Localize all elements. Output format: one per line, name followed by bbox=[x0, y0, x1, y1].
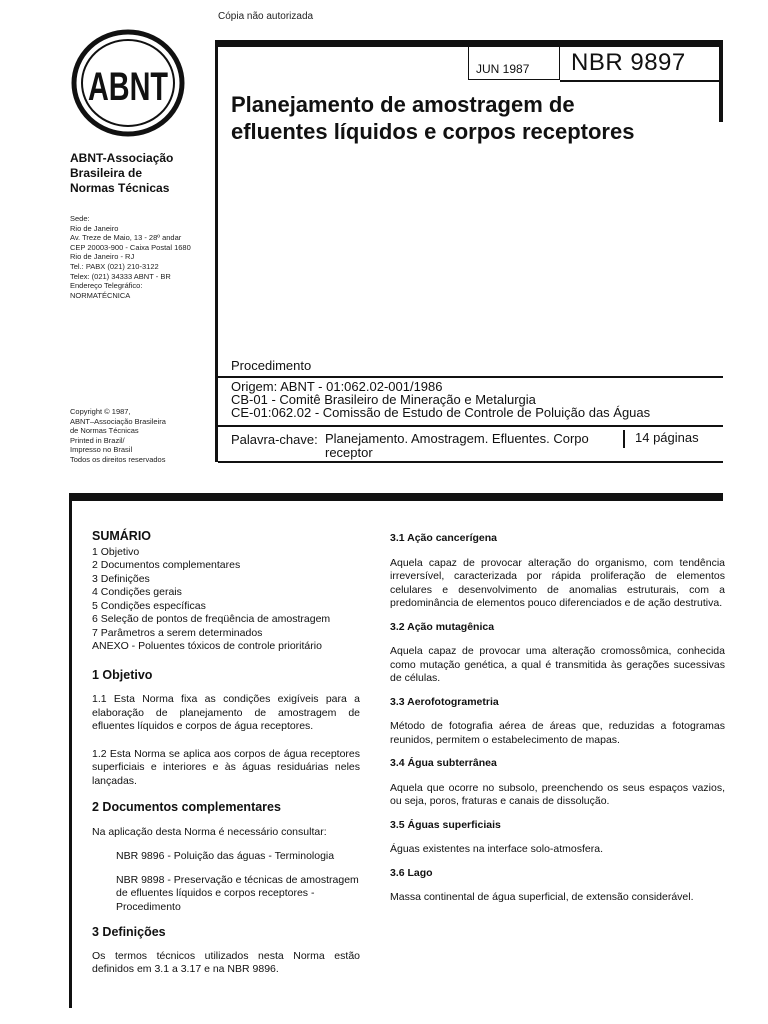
org-name-line: ABNT-Associação bbox=[70, 151, 174, 165]
logo-text: ABNT bbox=[88, 65, 168, 109]
sede-address bbox=[70, 214, 191, 300]
definition-text: Aquela capaz de provocar alteração do organismo, com tendência irreversível, caracterizada por rápida proliferação de elementos celulares e desenvolvimento de anomalias estruturais, com a predominância de elementos pouco diferenciados e de ação destrutiva. bbox=[390, 556, 725, 609]
definition-text: Massa continental de água superficial, de extensão considerável. bbox=[390, 891, 694, 903]
copyright-line: Todos os direitos reservados bbox=[70, 454, 166, 464]
section-1-paragraph-2: 1.2 Esta Norma se aplica aos corpos de água receptores superficiais e interiores e às águas residuárias neles lançadas. bbox=[92, 747, 360, 787]
keywords-rule bbox=[218, 461, 723, 463]
watermark-text: Cópia não autorizada bbox=[218, 11, 314, 22]
doc-type-rule bbox=[218, 376, 723, 378]
keywords-label: Palavra-chave: bbox=[231, 432, 318, 447]
section-3-title: 3 Definições bbox=[92, 925, 166, 939]
sede-line: Endereço Telegráfico: bbox=[70, 281, 143, 291]
sede-line: NORMATÉCNICA bbox=[70, 290, 131, 300]
header-vertical-rule bbox=[215, 42, 218, 462]
title-line: efluentes líquidos e corpos receptores bbox=[231, 119, 635, 144]
definition-text: Método de fotografia aérea de áreas que, reduzidas a fotogramas reunidos, permitem o estabelecimento de mapas. bbox=[390, 720, 725, 746]
sumario-item: 3 Definições bbox=[92, 572, 150, 585]
keywords-value: Planejamento. Amostragem. Efluentes. Corpo receptor bbox=[325, 431, 589, 460]
copyright-line: Copyright © 1987, bbox=[70, 407, 131, 416]
sumario-item: 7 Parâmetros a serem determinados bbox=[92, 626, 263, 639]
body-top-rule bbox=[69, 493, 723, 501]
sumario-item: 1 Objetivo bbox=[92, 545, 140, 558]
definition-title: 3.1 Ação cancerígena bbox=[390, 532, 497, 544]
sede-line: Rio de Janeiro - RJ bbox=[70, 252, 135, 262]
page-count: 14 páginas bbox=[635, 430, 699, 445]
document-title bbox=[231, 91, 634, 145]
org-name bbox=[70, 151, 173, 196]
section-3-paragraph: Os termos técnicos utilizados nesta Norma estão definidos em 3.1 a 3.17 e na NBR 9896. bbox=[92, 949, 360, 975]
definition-text: Aquela que ocorre no subsolo, preenchendo os seus espaços vazios, ou seja, poros, fraturas e canais de dissolução. bbox=[390, 781, 725, 807]
section-2-title: 2 Documentos complementares bbox=[92, 800, 281, 814]
reference-nbr9896: NBR 9896 - Poluição das águas - Terminologia bbox=[116, 850, 335, 862]
copyright-notice bbox=[70, 407, 166, 465]
sede-line: Rio de Janeiro bbox=[70, 223, 119, 233]
origem-line: CB-01 - Comitê Brasileiro de Mineração e Metalurgia bbox=[231, 392, 536, 407]
definition-title: 3.5 Águas superficiais bbox=[390, 818, 501, 831]
standard-number: NBR 9897 bbox=[571, 49, 686, 76]
definition-text: Aquela capaz de provocar uma alteração cromossômica, conhecida como mutação genética, a qual é transmitida às gerações sucessivas de células. bbox=[390, 645, 725, 684]
pages-separator bbox=[623, 430, 625, 448]
definition-text: Águas existentes na interface solo-atmosfera. bbox=[390, 843, 604, 855]
origem-line: CE-01:062.02 - Comissão de Estudo de Controle de Poluição das Águas bbox=[231, 405, 651, 420]
sumario-item: ANEXO - Poluentes tóxicos de controle prioritário bbox=[92, 640, 322, 652]
definition-title: 3.3 Aerofotogrametria bbox=[390, 695, 499, 708]
abnt-logo bbox=[68, 28, 188, 138]
sede-line: Telex: (021) 34333 ABNT - BR bbox=[70, 271, 171, 281]
sede-line: CEP 20003-900 - Caixa Postal 1680 bbox=[70, 242, 191, 252]
origem-line: Origem: ABNT - 01:062.02-001/1986 bbox=[231, 379, 443, 394]
section-1-paragraph-1: 1.1 Esta Norma fixa as condições exigíveis para a elaboração de planejamento de amostragem de efluentes líquidos e corpos de água receptores. bbox=[92, 693, 360, 732]
sumario-item: 6 Seleção de pontos de freqüência de amostragem bbox=[92, 613, 331, 625]
standard-number-underline bbox=[560, 80, 722, 82]
right-column bbox=[390, 532, 725, 905]
definition-title: 3.4 Água subterrânea bbox=[390, 757, 497, 769]
copyright-line: Printed in Brazil/ bbox=[70, 435, 125, 445]
section-2-intro: Na aplicação desta Norma é necessário consultar: bbox=[92, 825, 327, 838]
sede-line: Tel.: PABX (021) 210-3122 bbox=[70, 261, 159, 271]
sumario-item: 5 Condições específicas bbox=[92, 599, 206, 612]
copyright-line: Impresso no Brasil bbox=[70, 445, 133, 455]
section-1-title: 1 Objetivo bbox=[92, 667, 153, 682]
sumario-item: 4 Condições gerais bbox=[92, 586, 182, 598]
title-line: Planejamento de amostragem de bbox=[231, 92, 575, 117]
org-name-line: Normas Técnicas bbox=[70, 181, 170, 195]
header-top-rule bbox=[215, 40, 723, 47]
sumario-item: 2 Documentos complementares bbox=[92, 559, 241, 571]
copyright-line: ABNT–Associação Brasileira bbox=[70, 416, 166, 426]
copyright-line: de Normas Técnicas bbox=[70, 426, 139, 436]
sumario-title: SUMÁRIO bbox=[92, 529, 152, 543]
left-column bbox=[92, 530, 360, 977]
sede-line: Sede: bbox=[70, 214, 90, 223]
publication-date: JUN 1987 bbox=[476, 62, 530, 76]
body-left-rule bbox=[69, 493, 72, 1008]
origem-rule bbox=[218, 425, 723, 427]
definition-title: 3.6 Lago bbox=[390, 866, 433, 879]
origem-block bbox=[231, 380, 650, 419]
sede-line: Av. Treze de Maio, 13 - 28º andar bbox=[70, 233, 182, 243]
document-type: Procedimento bbox=[231, 358, 312, 373]
reference-nbr9898: NBR 9898 - Preservação e técnicas de amostragem de efluentes líquidos e corpos receptores - Procedimento bbox=[116, 873, 359, 913]
definition-title: 3.2 Ação mutagênica bbox=[390, 620, 495, 633]
org-name-line: Brasileira de bbox=[70, 166, 143, 180]
